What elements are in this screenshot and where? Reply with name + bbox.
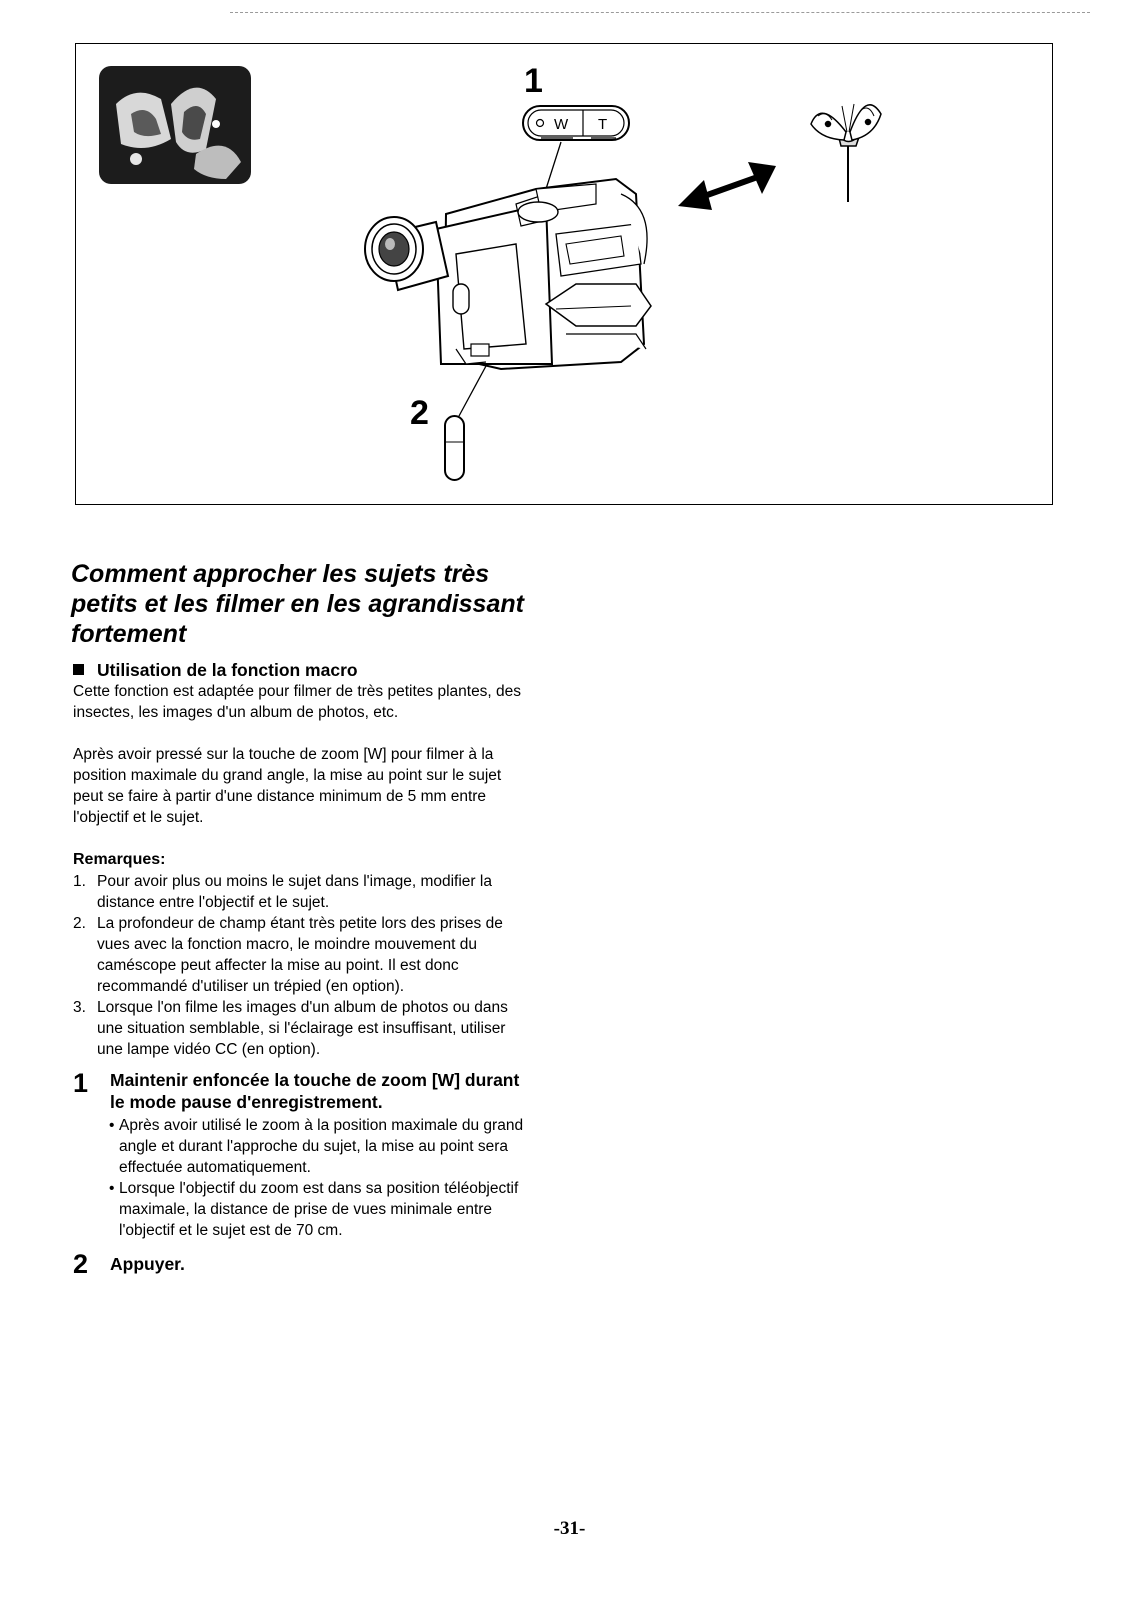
step-bullets	[110, 1115, 533, 1241]
butterfly-on-flower	[811, 104, 881, 202]
step-heading: Appuyer.	[110, 1254, 185, 1274]
scan-top-rule	[230, 12, 1090, 13]
remark-number: 3.	[73, 999, 86, 1016]
remark-item	[73, 997, 528, 1060]
butterfly-photo	[99, 66, 251, 184]
step-number: 1	[73, 1068, 89, 1098]
remark-number: 2.	[73, 915, 86, 932]
square-bullet-icon	[73, 664, 84, 675]
illustration-drawing	[76, 44, 1052, 504]
step-bullet: • Lorsque l'objectif du zoom est dans sa position téléobjectif maximale, la distance de prise de vues minimale entre l'objectif et le sujet est de 70 cm.	[110, 1178, 533, 1241]
distance-arrow	[678, 162, 776, 210]
camcorder-lens	[365, 217, 448, 290]
section-heading	[73, 659, 358, 681]
macro-paragraph: Après avoir pressé sur la touche de zoom [W] pour filmer à la position maximale du grand angle, la mise au point sur le sujet peut se faire à partir d'une distance minimum de 5 mm entre l'objectif et le sujet.	[73, 746, 502, 826]
remark-item	[73, 871, 528, 913]
step-1	[73, 1069, 533, 1241]
step-number: 2	[73, 1249, 89, 1279]
remark-text: Lorsque l'on filme les images d'un album de photos ou dans une situation semblable, si l'éclairage est insuffisant, utiliser une lampe vidéo CC (en option).	[97, 999, 508, 1058]
remark-number: 1.	[73, 873, 86, 890]
callout-1: 1	[524, 62, 543, 100]
page-title: Comment approcher les sujets très petits et les filmer en les agrandissant fortement	[71, 560, 524, 648]
callout-2: 2	[410, 394, 429, 432]
zoom-w-label: W	[554, 116, 569, 133]
step-2	[73, 1249, 533, 1279]
step-bullet: • Après avoir utilisé le zoom à la position maximale du grand angle et durant l'approche du sujet, la mise au point sera effectuée automatiquement.	[110, 1115, 533, 1178]
zoom-t-label: T	[598, 116, 608, 133]
remarks-heading: Remarques:	[73, 851, 166, 868]
remark-text: La profondeur de champ étant très petite lors des prises de vues avec la fonction macro, le moindre mouvement du caméscope peut affecter la mise au point. Il est donc recommandé d'utiliser un trépied (en option).	[97, 915, 503, 995]
page-number: -31-	[553, 1518, 586, 1539]
macro-switch-diagram	[445, 366, 486, 480]
remark-item	[73, 913, 528, 997]
section-heading-text: Utilisation de la fonction macro	[97, 660, 358, 680]
step-heading: Maintenir enfoncée la touche de zoom [W] durant le mode pause d'enregistrement.	[110, 1070, 520, 1112]
camcorder-drawing	[436, 179, 651, 369]
macro-illustration	[75, 43, 1053, 505]
remark-text: Pour avoir plus ou moins le sujet dans l'image, modifier la distance entre l'objectif et le sujet.	[97, 873, 492, 911]
remarks-list	[73, 871, 528, 1060]
intro-paragraph: Cette fonction est adaptée pour filmer de très petites plantes, des insectes, les images d'un album de photos, etc.	[73, 683, 522, 721]
